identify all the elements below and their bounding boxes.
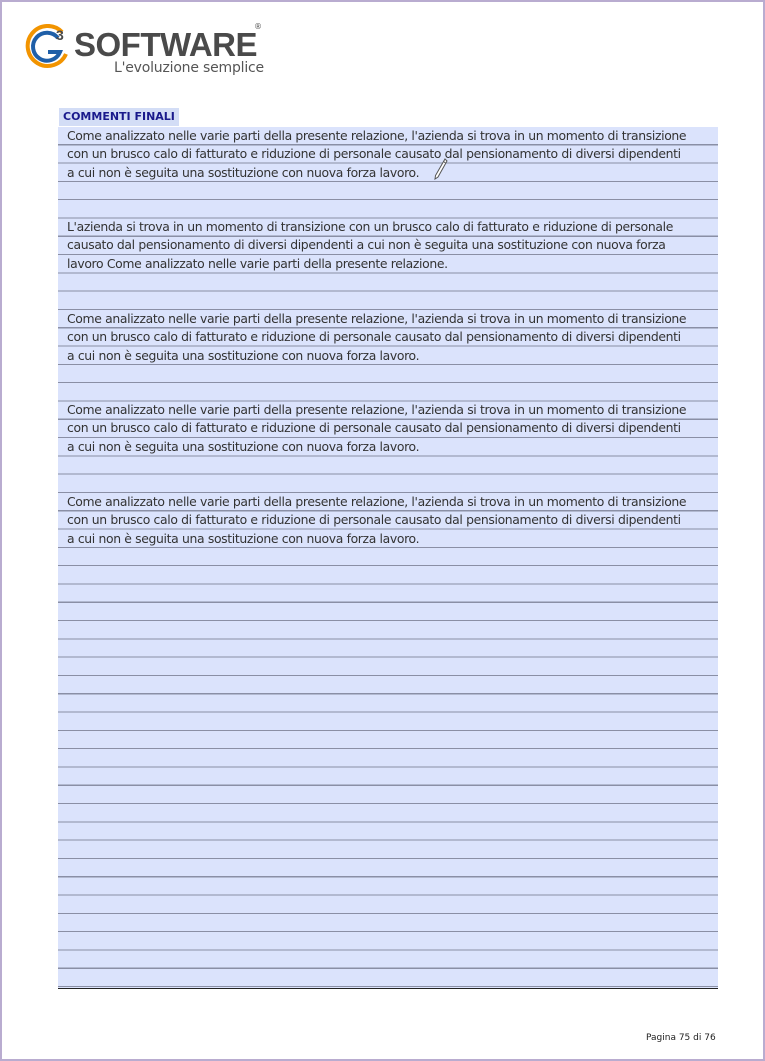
registered-mark: ®: [254, 22, 262, 31]
comment-paragraph-2: L'azienda si trova in un momento di transizione con un brusco calo di fatturato e riduzione di personale causato dal pensionamento di diversi dipendenti a cui non è seguita una sostituzione con nuova forza lavoro Come analizzato nelle varie parti della presente relazione.: [67, 219, 673, 271]
logo-wordmark: SOFTWARE: [74, 26, 257, 63]
section-title: COMMENTI FINALI: [59, 108, 179, 126]
g3-logo-icon: [22, 24, 82, 74]
logo-tagline: L'evoluzione semplice: [114, 60, 264, 76]
comment-paragraph-1: Come analizzato nelle varie parti della presente relazione, l'azienda si trova in un momento di transizione con un brusco calo di fatturato e riduzione di personale causato dal pensionamento di diversi dipendenti a cui non è seguita una sostituzione con nuova forza lavoro.: [67, 128, 687, 180]
pencil-icon: [434, 158, 448, 180]
comment-paragraph-5: Come analizzato nelle varie parti della presente relazione, l'azienda si trova in un momento di transizione con un brusco calo di fatturato e riduzione di personale causato dal pensionamento di diversi dipendenti a cui non è seguita una sostituzione con nuova forza lavoro.: [67, 494, 687, 546]
svg-text:3: 3: [56, 27, 64, 43]
comment-paragraph-4: Come analizzato nelle varie parti della presente relazione, l'azienda si trova in un momento di transizione con un brusco calo di fatturato e riduzione di personale causato dal pensionamento di diversi dipendenti a cui non è seguita una sostituzione con nuova forza lavoro.: [67, 402, 687, 454]
page-number: Pagina 75 di 76: [646, 1033, 716, 1043]
company-logo: [22, 22, 272, 82]
comment-paragraph-3: Come analizzato nelle varie parti della presente relazione, l'azienda si trova in un momento di transizione con un brusco calo di fatturato e riduzione di personale causato dal pensionamento di diversi dipendenti a cui non è seguita una sostituzione con nuova forza lavoro.: [67, 311, 687, 363]
